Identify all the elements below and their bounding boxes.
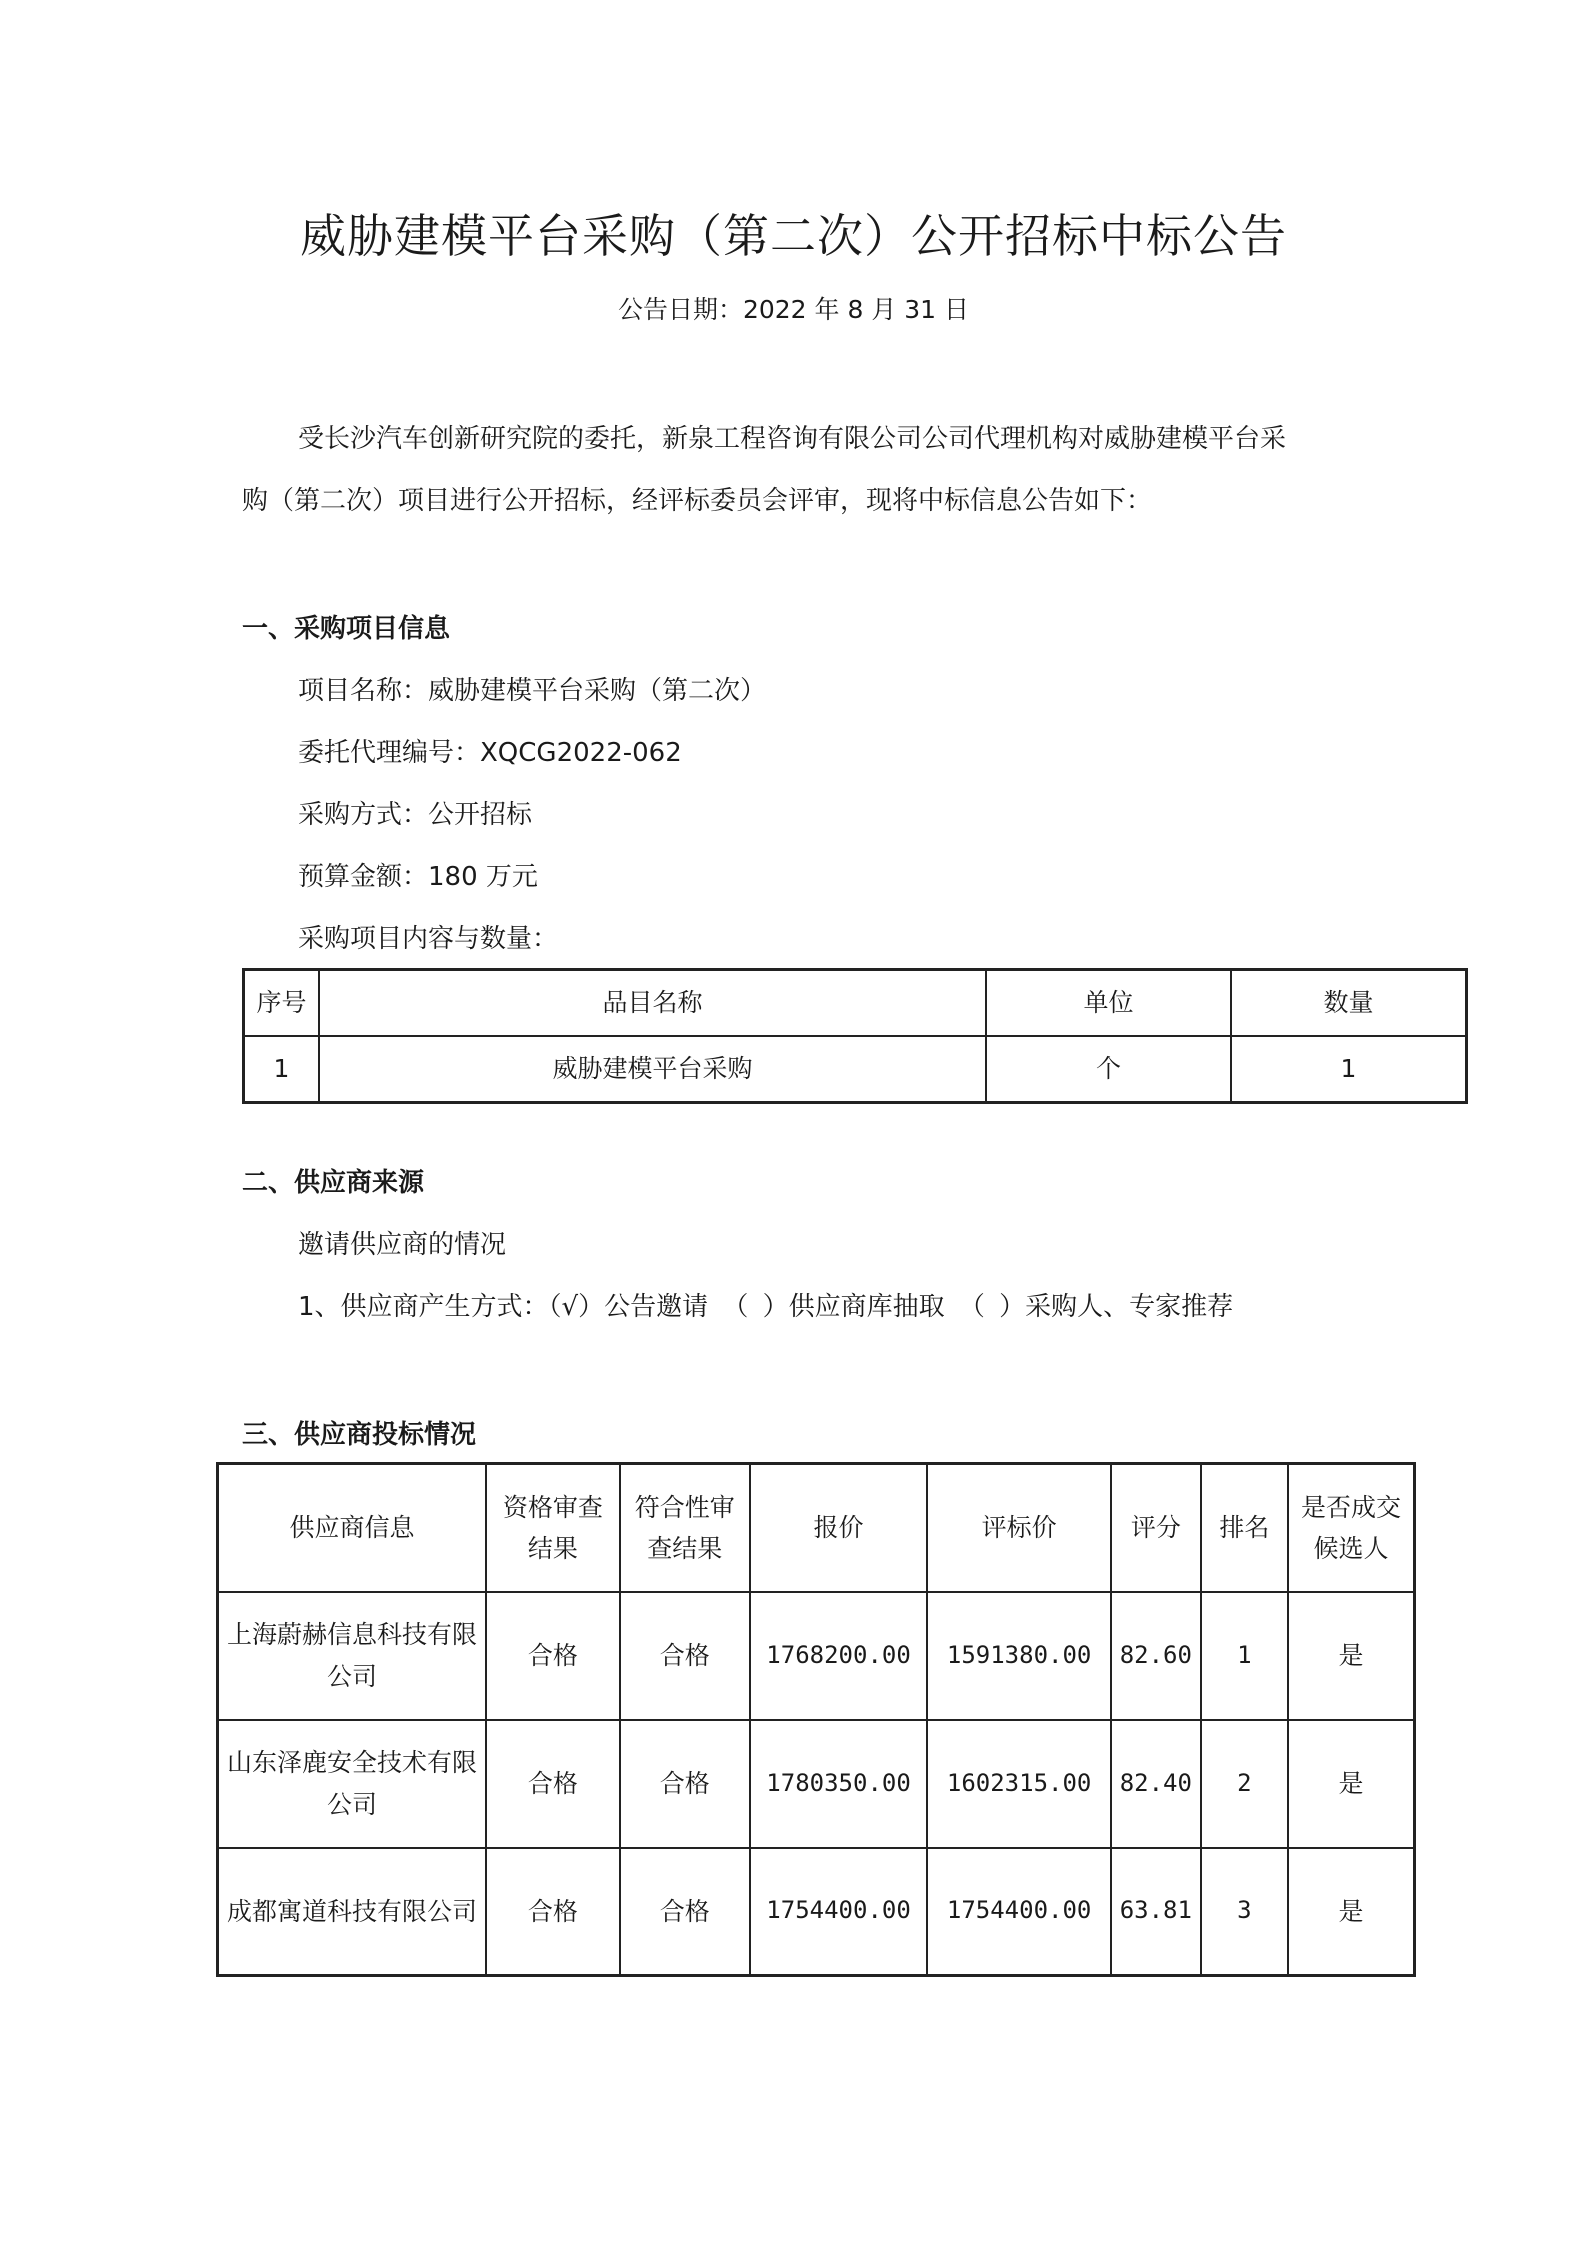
procurement-method: 采购方式：公开招标 [298, 800, 533, 830]
table-cell: 63.81 [1111, 1848, 1201, 1976]
header-cell: 排名 [1201, 1464, 1288, 1592]
announcement-date: 公告日期：2022 年 8 月 31 日 [617, 295, 970, 324]
table-cell: 82.40 [1111, 1720, 1201, 1848]
table-row [218, 1848, 1415, 1976]
header-cell: 评分 [1111, 1464, 1201, 1592]
header-cell [620, 1464, 750, 1592]
supplier-name: 山东泽鹿安全技术有限公司 [226, 1748, 477, 1819]
table-cell: 威胁建模平台采购 [319, 1036, 986, 1103]
header-cell: 品目名称 [319, 970, 986, 1037]
header-cell: 单位 [986, 970, 1231, 1037]
table-cell: 1 [1231, 1036, 1467, 1103]
table-cell: 3 [1201, 1848, 1288, 1976]
table-cell: 是 [1288, 1848, 1415, 1976]
header-text: 符合性审查结果 [634, 1492, 735, 1563]
table-cell: 1780350.00 [750, 1720, 928, 1848]
supplier-cell [218, 1592, 486, 1720]
table-header-row [244, 970, 1467, 1037]
budget-amount: 预算金额：180 万元 [298, 862, 538, 892]
table-row [218, 1592, 1415, 1720]
table-cell: 合格 [620, 1720, 750, 1848]
content-label: 采购项目内容与数量： [298, 924, 559, 954]
page-title: 威胁建模平台采购（第二次）公开招标中标公告 [300, 209, 1287, 263]
header-cell [218, 1464, 486, 1592]
header-text: 是否成交候选人 [1300, 1492, 1401, 1563]
project-name: 项目名称：威胁建模平台采购（第二次） [298, 676, 767, 706]
section-3-heading: 三、供应商投标情况 [242, 1420, 477, 1450]
table-cell: 合格 [486, 1848, 620, 1976]
table-cell: 合格 [486, 1592, 620, 1720]
header-cell [1288, 1464, 1415, 1592]
table-cell: 是 [1288, 1592, 1415, 1720]
table-cell: 1591380.00 [927, 1592, 1111, 1720]
intro-line-1: 受长沙汽车创新研究院的委托，新泉工程咨询有限公司公司代理机构对威胁建模平台采 [298, 424, 1287, 454]
table-cell: 个 [986, 1036, 1231, 1103]
intro-line-2: 购（第二次）项目进行公开招标，经评标委员会评审，现将中标信息公告如下： [242, 486, 1153, 516]
bid-table [216, 1462, 1416, 1977]
section-1-heading: 一、采购项目信息 [242, 614, 451, 644]
table-cell: 1768200.00 [750, 1592, 928, 1720]
table-cell: 合格 [620, 1848, 750, 1976]
table-cell: 1602315.00 [927, 1720, 1111, 1848]
table-cell: 2 [1201, 1720, 1288, 1848]
supplier-name: 成都寓道科技有限公司 [226, 1896, 477, 1926]
header-cell [486, 1464, 620, 1592]
table-cell: 合格 [486, 1720, 620, 1848]
table-cell: 合格 [620, 1592, 750, 1720]
table-cell: 是 [1288, 1720, 1415, 1848]
supplier-cell [218, 1720, 486, 1848]
agency-number: 委托代理编号：XQCG2022-062 [298, 738, 682, 768]
supplier-cell [218, 1848, 486, 1976]
section-2-heading: 二、供应商来源 [242, 1168, 425, 1198]
table-cell: 1754400.00 [750, 1848, 928, 1976]
table-header-row [218, 1464, 1415, 1592]
header-cell: 序号 [244, 970, 320, 1037]
header-text: 供应商信息 [289, 1513, 415, 1543]
table-row [244, 1036, 1467, 1103]
table-cell: 1 [1201, 1592, 1288, 1720]
header-cell: 评标价 [927, 1464, 1111, 1592]
header-cell: 报价 [750, 1464, 928, 1592]
table-row [218, 1720, 1415, 1848]
table-cell: 82.60 [1111, 1592, 1201, 1720]
item-table [242, 968, 1468, 1104]
supplier-invite-sub: 邀请供应商的情况 [298, 1230, 507, 1260]
table-cell: 1 [244, 1036, 320, 1103]
header-cell: 数量 [1231, 970, 1467, 1037]
supplier-name: 上海蔚赫信息科技有限公司 [226, 1620, 477, 1691]
table-cell: 1754400.00 [927, 1848, 1111, 1976]
header-text: 资格审查结果 [502, 1492, 603, 1563]
supplier-method-line: 1、供应商产生方式：（√）公告邀请 （ ）供应商库抽取 （ ）采购人、专家推荐 [298, 1292, 1234, 1322]
